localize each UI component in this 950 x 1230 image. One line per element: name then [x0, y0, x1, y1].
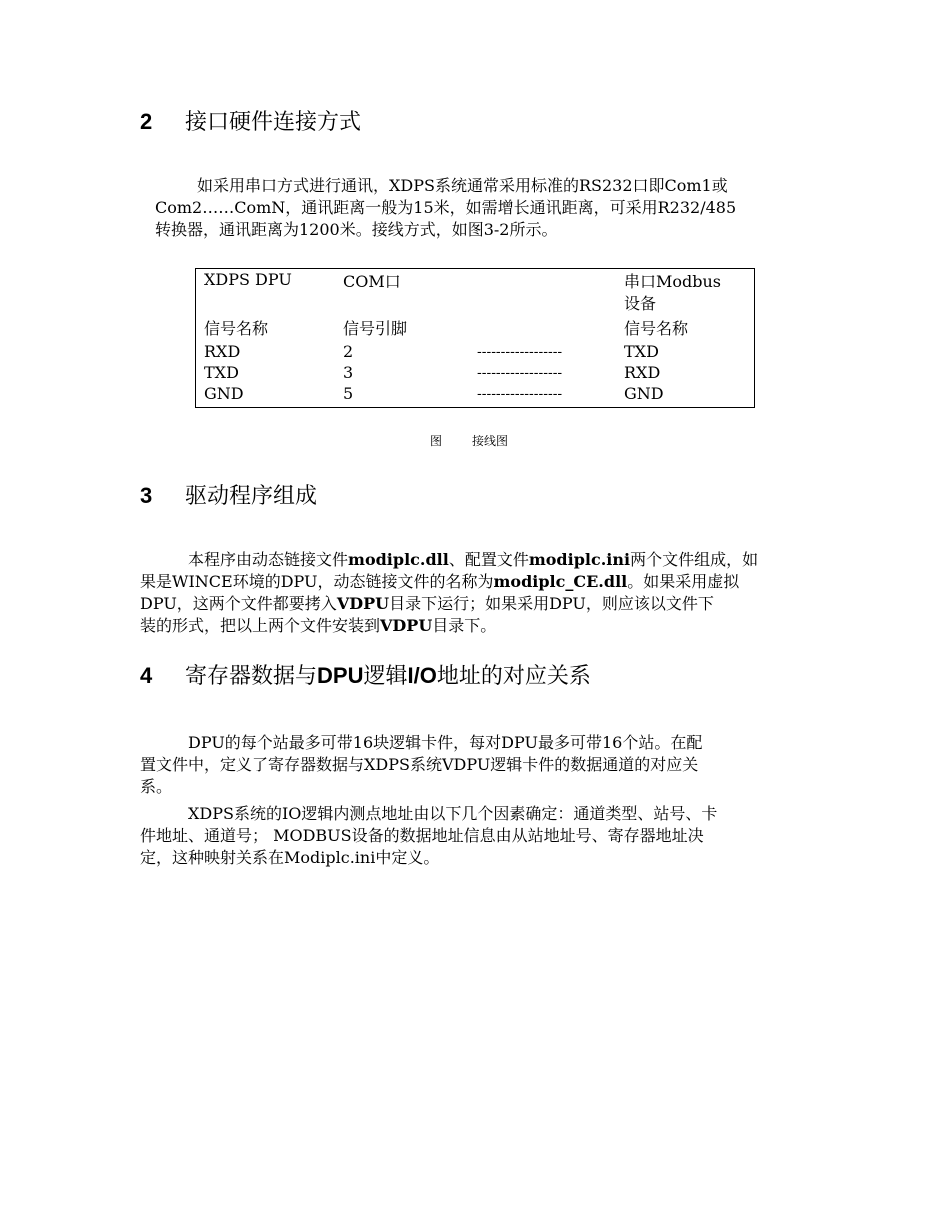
- paragraph-line: [140, 571, 810, 593]
- paragraph-line: XDPS系统的IO逻辑内测点地址由以下几个因素确定：通道类型、站号、卡: [188, 804, 718, 823]
- row-link: ------------------: [477, 344, 563, 360]
- figure-caption: [430, 432, 508, 449]
- row-dpu: RXD: [204, 342, 241, 361]
- title-run: 地址的对应关系: [436, 664, 591, 689]
- section-number: 2: [140, 109, 153, 134]
- paragraph-line: 如采用串口方式进行通讯，XDPS系统通常采用标准的RS232口即Com1或: [197, 176, 728, 195]
- caption-prefix: 图: [430, 434, 443, 448]
- section-4-paragraph-2: [140, 803, 810, 869]
- row-device: RXD: [624, 363, 661, 382]
- directory-name: VDPU: [336, 594, 390, 613]
- paragraph-line: 系。: [140, 777, 173, 796]
- row-device: TXD: [624, 342, 659, 361]
- paragraph-line: [140, 615, 810, 637]
- section-title: [185, 664, 591, 689]
- text-run: 目录下运行；如果采用DPU，则应该以文件下: [389, 594, 714, 613]
- subheader-dpu-signal: 信号名称: [204, 319, 269, 338]
- section-title: 驱动程序组成: [185, 484, 318, 509]
- section-4-paragraph-1: [140, 732, 810, 798]
- row-link: ------------------: [477, 365, 563, 381]
- text-run: 目录下。: [432, 616, 497, 635]
- header-dpu: XDPS DPU: [204, 270, 292, 289]
- paragraph-line: 件地址、通道号； MODBUS设备的数据地址信息由从站地址号、寄存器地址决: [140, 826, 704, 845]
- title-run: 寄存器数据与: [185, 664, 318, 689]
- caption-text: 接线图: [472, 434, 509, 448]
- row-pin: 2: [343, 342, 354, 361]
- section-3-paragraph: [140, 549, 810, 637]
- text-run: 本程序由动态链接文件: [188, 550, 349, 569]
- row-pin: 3: [343, 363, 354, 382]
- filename: modiplc.ini: [528, 550, 631, 569]
- section-2-paragraph: [155, 175, 805, 241]
- section-3-heading: [140, 482, 317, 511]
- filename: modiplc.dll: [348, 550, 449, 569]
- title-run: I/O: [407, 663, 437, 688]
- paragraph-line: 转换器，通讯距离为1200米。接线方式，如图3-2所示。: [155, 220, 558, 239]
- wiring-table: [195, 268, 755, 408]
- title-run: DPU: [317, 663, 364, 688]
- section-2-heading: [140, 108, 361, 137]
- section-4-heading: [140, 662, 591, 691]
- paragraph-line: 定，这种映射关系在Modiplc.ini中定义。: [140, 848, 440, 867]
- section-number: 4: [140, 663, 153, 688]
- filename: modiplc_CE.dll: [493, 572, 628, 591]
- directory-name: VDPU: [380, 616, 433, 635]
- row-dpu: GND: [204, 384, 244, 403]
- text-run: 。如果采用虚拟: [627, 572, 740, 591]
- text-run: DPU，这两个文件都要拷入: [140, 594, 337, 613]
- header-com: COM口: [343, 272, 401, 291]
- header-device: 串口Modbus: [624, 272, 722, 291]
- row-device: GND: [624, 384, 664, 403]
- title-run: 逻辑: [363, 664, 408, 689]
- paragraph-line: 置文件中，定义了寄存器数据与XDPS系统VDPU逻辑卡件的数据通道的对应关: [140, 755, 699, 774]
- row-link: ------------------: [477, 386, 563, 402]
- section-title: 接口硬件连接方式: [185, 110, 362, 135]
- section-number: 3: [140, 483, 153, 508]
- subheader-com-pin: 信号引脚: [343, 319, 408, 338]
- text-run: 两个文件组成，如: [630, 550, 759, 569]
- paragraph-line: [140, 549, 810, 571]
- text-run: 果是WINCE环境的DPU，动态链接文件的名称为: [140, 572, 494, 591]
- text-run: 装的形式，把以上两个文件安装到: [140, 616, 381, 635]
- paragraph-line: Com2……ComN，通讯距离一般为15米，如需增长通讯距离，可采用R232/485: [155, 198, 737, 217]
- row-dpu: TXD: [204, 363, 239, 382]
- row-pin: 5: [343, 384, 354, 403]
- paragraph-line: DPU的每个站最多可带16块逻辑卡件，每对DPU最多可带16个站。在配: [188, 733, 703, 752]
- header-device-line2: 设备: [624, 294, 657, 313]
- paragraph-line: [140, 593, 810, 615]
- subheader-device-signal: 信号名称: [624, 319, 689, 338]
- text-run: 、配置文件: [448, 550, 529, 569]
